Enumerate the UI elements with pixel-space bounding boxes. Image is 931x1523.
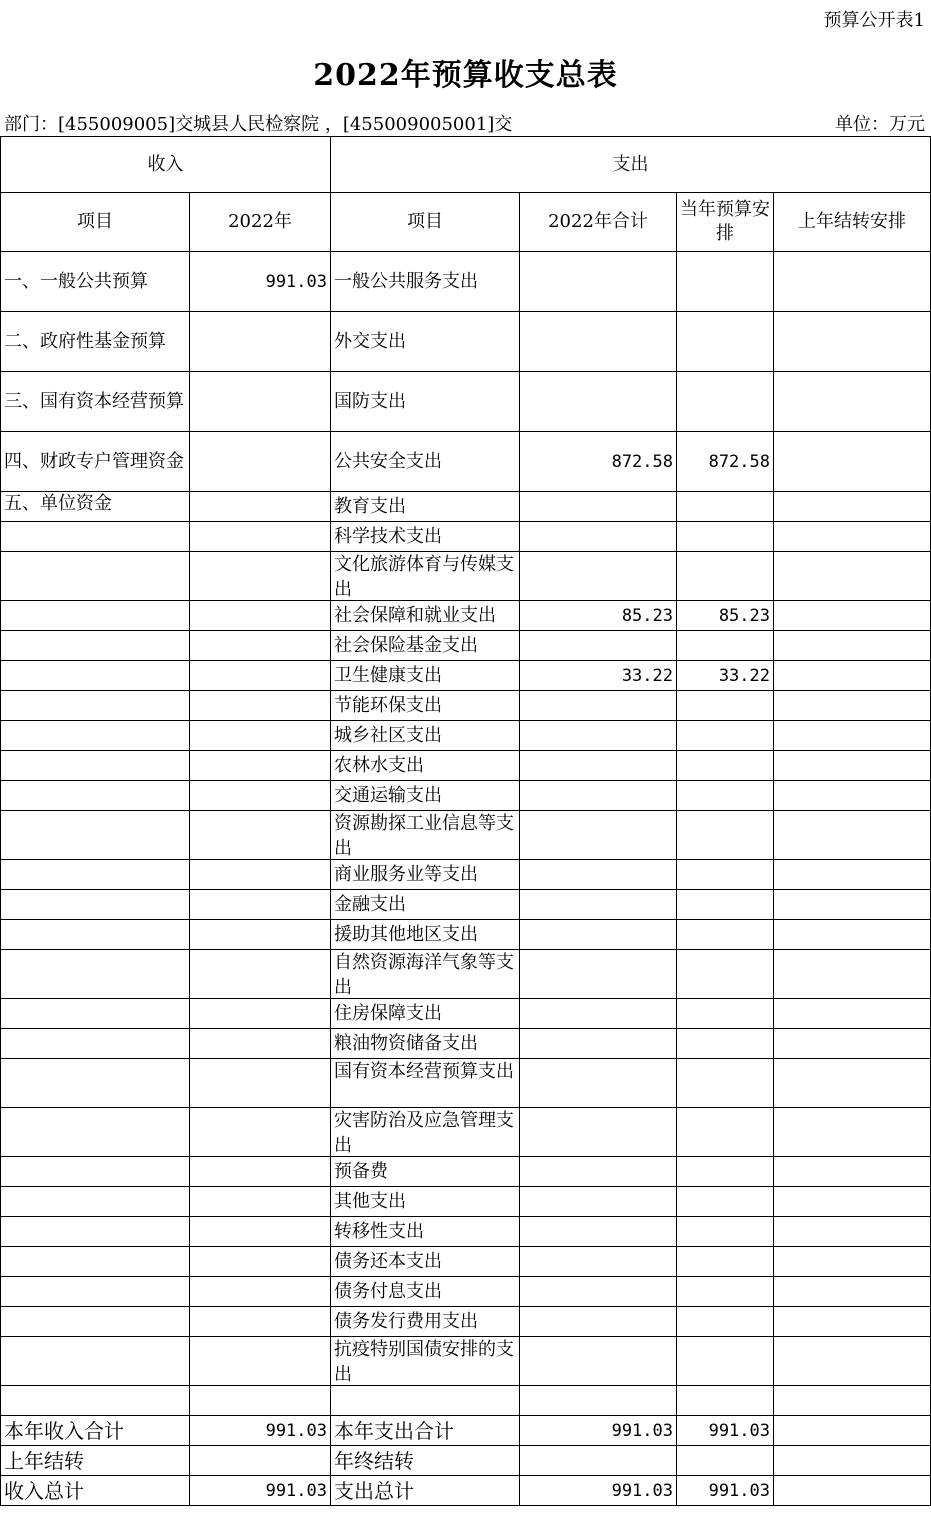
expense-item-cell: 教育支出	[331, 492, 520, 522]
expense-item-cell-text: 自然资源海洋气象等支出	[334, 952, 514, 998]
table-row	[1, 552, 931, 601]
table-row	[1, 1277, 931, 1307]
total-expense-item-cell: 支出总计	[331, 1476, 520, 1506]
expense-carry-cell	[774, 312, 931, 372]
expense-current-cell	[677, 252, 774, 312]
expense-total-cell	[520, 1277, 677, 1307]
department-label: 部门：[455009005]交城县人民检察院 ，[455009005001]交	[4, 114, 513, 135]
total-income-item-cell: 收入总计	[1, 1476, 190, 1506]
expense-carry-cell	[774, 552, 931, 601]
expense-item-cell	[331, 1337, 520, 1386]
income-value-cell	[190, 999, 331, 1029]
total-expense-item-cell: 本年支出合计	[331, 1416, 520, 1446]
table-row	[1, 1108, 931, 1157]
table-row	[1, 721, 931, 751]
expense-item-cell: 商业服务业等支出	[331, 860, 520, 890]
table-row	[1, 1337, 931, 1386]
total-expense-current-cell	[677, 1446, 774, 1476]
income-item-cell	[1, 552, 190, 601]
income-item-cell	[1, 1059, 190, 1108]
expense-current-cell	[677, 811, 774, 860]
expense-item-cell: 一般公共服务支出	[331, 252, 520, 312]
income-value-cell	[190, 1187, 331, 1217]
table-row	[1, 601, 931, 631]
total-income-value-cell: 991.03	[190, 1476, 331, 1506]
expense-current-cell	[677, 860, 774, 890]
income-item-cell	[1, 522, 190, 552]
expense-total-cell	[520, 860, 677, 890]
expense-current-cell	[677, 1108, 774, 1157]
expense-carry-cell	[774, 1187, 931, 1217]
expense-current-cell	[677, 312, 774, 372]
income-value-cell	[190, 432, 331, 492]
expense-total-cell	[520, 522, 677, 552]
table-row	[1, 890, 931, 920]
income-value-cell	[190, 860, 331, 890]
table-row	[1, 920, 931, 950]
unit-label: 单位：万元	[835, 114, 925, 135]
expense-current-cell	[677, 522, 774, 552]
expense-carry-header: 上年结转安排	[774, 193, 931, 252]
total-row	[1, 1416, 931, 1446]
expense-total-cell	[520, 781, 677, 811]
expense-carry-cell	[774, 631, 931, 661]
expense-carry-cell	[774, 601, 931, 631]
expense-current-cell	[677, 631, 774, 661]
expense-current-cell	[677, 1247, 774, 1277]
income-value-cell	[190, 950, 331, 999]
expense-total-cell	[520, 1187, 677, 1217]
expense-item-header: 项目	[331, 193, 520, 252]
expense-item-cell: 粮油物资储备支出	[331, 1029, 520, 1059]
income-item-cell	[1, 890, 190, 920]
income-item-cell	[1, 781, 190, 811]
income-item-cell	[1, 1217, 190, 1247]
expense-current-cell: 85.23	[677, 601, 774, 631]
total-row	[1, 1446, 931, 1476]
expense-carry-cell	[774, 890, 931, 920]
expense-item-cell: 外交支出	[331, 312, 520, 372]
expense-carry-cell	[774, 1307, 931, 1337]
expense-item-cell	[331, 811, 520, 860]
table-row	[1, 811, 931, 860]
expense-current-cell	[677, 950, 774, 999]
expense-current-cell	[677, 1187, 774, 1217]
income-item-header: 项目	[1, 193, 190, 252]
income-item-cell	[1, 1337, 190, 1386]
expense-current-cell	[677, 1307, 774, 1337]
income-value-cell	[190, 691, 331, 721]
income-year-header: 2022年	[190, 193, 331, 252]
expense-total-cell	[520, 721, 677, 751]
expense-current-cell	[677, 492, 774, 522]
total-income-value-cell	[190, 1446, 331, 1476]
total-income-item-cell: 本年收入合计	[1, 1416, 190, 1446]
expense-carry-cell	[774, 1247, 931, 1277]
expense-item-cell	[331, 1059, 520, 1108]
expense-current-cell	[677, 781, 774, 811]
table-row	[1, 1307, 931, 1337]
table-row	[1, 252, 931, 312]
expense-carry-cell	[774, 1277, 931, 1307]
income-value-cell	[190, 721, 331, 751]
expense-item-cell: 转移性支出	[331, 1217, 520, 1247]
expense-total-header: 2022年合计	[520, 193, 677, 252]
expense-total-cell	[520, 1337, 677, 1386]
total-expense-total-cell: 991.03	[520, 1416, 677, 1446]
expense-carry-cell	[774, 950, 931, 999]
expense-current-cell	[677, 920, 774, 950]
expense-item-cell: 交通运输支出	[331, 781, 520, 811]
expense-total-cell	[520, 1059, 677, 1108]
expense-item-cell: 预备费	[331, 1157, 520, 1187]
income-value-cell	[190, 1337, 331, 1386]
expense-current-cell: 872.58	[677, 432, 774, 492]
income-value-cell	[190, 661, 331, 691]
expense-item-cell-text: 文化旅游体育与传媒支出	[334, 554, 514, 600]
income-item-cell	[1, 1157, 190, 1187]
income-item-cell	[1, 1277, 190, 1307]
expense-total-cell	[520, 252, 677, 312]
income-item-cell: 一、一般公共预算	[1, 252, 190, 312]
income-item-cell	[1, 860, 190, 890]
table-row	[1, 1217, 931, 1247]
table-row	[1, 781, 931, 811]
income-item-cell	[1, 1029, 190, 1059]
income-value-cell	[190, 492, 331, 522]
expense-total-cell	[520, 890, 677, 920]
expense-total-cell	[520, 1307, 677, 1337]
expense-item-cell: 住房保障支出	[331, 999, 520, 1029]
expense-total-cell: 85.23	[520, 601, 677, 631]
expense-current-cell	[677, 751, 774, 781]
income-value-cell	[190, 1217, 331, 1247]
total-expense-carry-cell	[774, 1476, 931, 1506]
expense-total-cell	[520, 1247, 677, 1277]
expense-current-cell	[677, 1337, 774, 1386]
expense-item-cell: 社会保障和就业支出	[331, 601, 520, 631]
income-value-cell	[190, 1029, 331, 1059]
expense-carry-cell	[774, 252, 931, 312]
expense-item-cell: 债务付息支出	[331, 1277, 520, 1307]
expense-carry-cell	[774, 1386, 931, 1416]
expense-total-cell	[520, 691, 677, 721]
table-row	[1, 1059, 931, 1108]
expense-item-cell: 科学技术支出	[331, 522, 520, 552]
expense-current-cell	[677, 691, 774, 721]
expense-carry-cell	[774, 860, 931, 890]
expense-total-cell	[520, 1108, 677, 1157]
budget-table	[0, 136, 931, 1506]
table-row	[1, 1029, 931, 1059]
expense-item-cell: 援助其他地区支出	[331, 920, 520, 950]
expense-item-cell: 城乡社区支出	[331, 721, 520, 751]
expense-item-cell-text: 国有资本经营预算支出	[334, 1061, 514, 1082]
table-row	[1, 312, 931, 372]
expense-total-cell	[520, 1217, 677, 1247]
total-expense-carry-cell	[774, 1446, 931, 1476]
expense-carry-cell	[774, 492, 931, 522]
expense-item-cell	[331, 950, 520, 999]
expense-total-cell	[520, 372, 677, 432]
total-expense-current-cell: 991.03	[677, 1416, 774, 1446]
expense-total-cell	[520, 1386, 677, 1416]
expense-carry-cell	[774, 721, 931, 751]
income-item-cell	[1, 950, 190, 999]
total-expense-item-cell: 年终结转	[331, 1446, 520, 1476]
expense-total-cell	[520, 492, 677, 522]
income-value-cell	[190, 890, 331, 920]
expense-item-cell-text: 抗疫特别国债安排的支出	[334, 1339, 514, 1385]
expense-total-cell	[520, 999, 677, 1029]
table-row	[1, 661, 931, 691]
income-value-cell	[190, 751, 331, 781]
expense-item-cell: 卫生健康支出	[331, 661, 520, 691]
total-income-item-cell: 上年结转	[1, 1446, 190, 1476]
table-row	[1, 1386, 931, 1416]
expense-total-cell	[520, 312, 677, 372]
income-value-cell	[190, 1386, 331, 1416]
income-item-cell	[1, 999, 190, 1029]
expense-item-cell: 金融支出	[331, 890, 520, 920]
expense-total-cell	[520, 1157, 677, 1187]
income-item-cell	[1, 1307, 190, 1337]
total-expense-current-cell: 991.03	[677, 1476, 774, 1506]
income-item-cell	[1, 1386, 190, 1416]
expense-item-cell: 债务还本支出	[331, 1247, 520, 1277]
page-title: 2022年预算收支总表	[313, 58, 618, 93]
expense-current-cell	[677, 372, 774, 432]
income-item-cell	[1, 920, 190, 950]
expense-carry-cell	[774, 1029, 931, 1059]
income-value-cell: 991.03	[190, 252, 331, 312]
income-item-cell	[1, 1187, 190, 1217]
expense-carry-cell	[774, 522, 931, 552]
income-value-cell	[190, 1059, 331, 1108]
table-row	[1, 1157, 931, 1187]
income-item-cell	[1, 631, 190, 661]
expense-carry-cell	[774, 1217, 931, 1247]
expense-item-cell: 债务发行费用支出	[331, 1307, 520, 1337]
expense-total-cell	[520, 811, 677, 860]
income-item-cell: 五、单位资金	[1, 492, 190, 522]
expense-item-cell-text: 灾害防治及应急管理支出	[334, 1110, 514, 1156]
expense-carry-cell	[774, 751, 931, 781]
expense-current-cell	[677, 1217, 774, 1247]
total-expense-total-cell	[520, 1446, 677, 1476]
expense-item-cell: 农林水支出	[331, 751, 520, 781]
table-row	[1, 372, 931, 432]
expense-current-cell	[677, 1277, 774, 1307]
table-row	[1, 631, 931, 661]
income-value-cell	[190, 552, 331, 601]
expense-total-cell: 33.22	[520, 661, 677, 691]
expense-carry-cell	[774, 691, 931, 721]
expense-item-cell: 公共安全支出	[331, 432, 520, 492]
income-item-cell	[1, 691, 190, 721]
income-value-cell	[190, 781, 331, 811]
expense-current-cell	[677, 1029, 774, 1059]
expense-carry-cell	[774, 811, 931, 860]
expense-current-cell	[677, 999, 774, 1029]
income-value-cell	[190, 1247, 331, 1277]
expense-current-cell	[677, 1059, 774, 1108]
expense-total-cell	[520, 920, 677, 950]
table-row	[1, 492, 931, 522]
expense-item-cell: 国防支出	[331, 372, 520, 432]
table-row	[1, 432, 931, 492]
income-header: 收入	[1, 137, 331, 193]
expense-total-cell: 872.58	[520, 432, 677, 492]
income-item-cell	[1, 661, 190, 691]
expense-item-cell	[331, 1386, 520, 1416]
total-row	[1, 1476, 931, 1506]
expense-header: 支出	[331, 137, 931, 193]
income-item-cell	[1, 601, 190, 631]
expense-carry-cell	[774, 1337, 931, 1386]
income-item-cell: 二、政府性基金预算	[1, 312, 190, 372]
table-row	[1, 999, 931, 1029]
expense-total-cell	[520, 552, 677, 601]
expense-carry-cell	[774, 661, 931, 691]
income-value-cell	[190, 601, 331, 631]
expense-carry-cell	[774, 999, 931, 1029]
income-item-cell: 四、财政专户管理资金	[1, 432, 190, 492]
income-item-cell	[1, 1247, 190, 1277]
expense-current-cell	[677, 1157, 774, 1187]
income-value-cell	[190, 631, 331, 661]
expense-item-cell	[331, 1108, 520, 1157]
expense-item-cell	[331, 552, 520, 601]
expense-item-cell: 节能环保支出	[331, 691, 520, 721]
total-expense-total-cell: 991.03	[520, 1476, 677, 1506]
expense-carry-cell	[774, 372, 931, 432]
income-value-cell	[190, 522, 331, 552]
income-value-cell	[190, 372, 331, 432]
income-item-cell	[1, 721, 190, 751]
expense-item-cell: 其他支出	[331, 1187, 520, 1217]
expense-carry-cell	[774, 1108, 931, 1157]
expense-carry-cell	[774, 920, 931, 950]
table-row	[1, 522, 931, 552]
table-row	[1, 1247, 931, 1277]
expense-item-cell: 社会保险基金支出	[331, 631, 520, 661]
income-item-cell	[1, 1108, 190, 1157]
table-row	[1, 950, 931, 999]
table-row	[1, 1187, 931, 1217]
expense-current-cell	[677, 721, 774, 751]
income-item-cell	[1, 811, 190, 860]
expense-current-cell	[677, 1386, 774, 1416]
expense-carry-cell	[774, 781, 931, 811]
income-value-cell	[190, 312, 331, 372]
expense-item-cell-text: 资源勘探工业信息等支出	[334, 813, 514, 859]
table-row	[1, 691, 931, 721]
income-item-cell: 三、国有资本经营预算	[1, 372, 190, 432]
income-value-cell	[190, 1108, 331, 1157]
expense-carry-cell	[774, 1157, 931, 1187]
expense-current-cell	[677, 552, 774, 601]
income-value-cell	[190, 1277, 331, 1307]
expense-carry-cell	[774, 432, 931, 492]
expense-total-cell	[520, 631, 677, 661]
income-item-cell	[1, 751, 190, 781]
expense-carry-cell	[774, 1059, 931, 1108]
table-row	[1, 860, 931, 890]
table-row	[1, 751, 931, 781]
total-income-value-cell: 991.03	[190, 1416, 331, 1446]
expense-current-cell	[677, 890, 774, 920]
total-expense-carry-cell	[774, 1416, 931, 1446]
income-value-cell	[190, 1157, 331, 1187]
expense-total-cell	[520, 1029, 677, 1059]
expense-current-cell: 33.22	[677, 661, 774, 691]
income-value-cell	[190, 920, 331, 950]
income-value-cell	[190, 1307, 331, 1337]
income-value-cell	[190, 811, 331, 860]
expense-current-header: 当年预算安排	[677, 193, 774, 252]
expense-total-cell	[520, 751, 677, 781]
expense-total-cell	[520, 950, 677, 999]
table-number: 预算公开表1	[823, 10, 925, 31]
